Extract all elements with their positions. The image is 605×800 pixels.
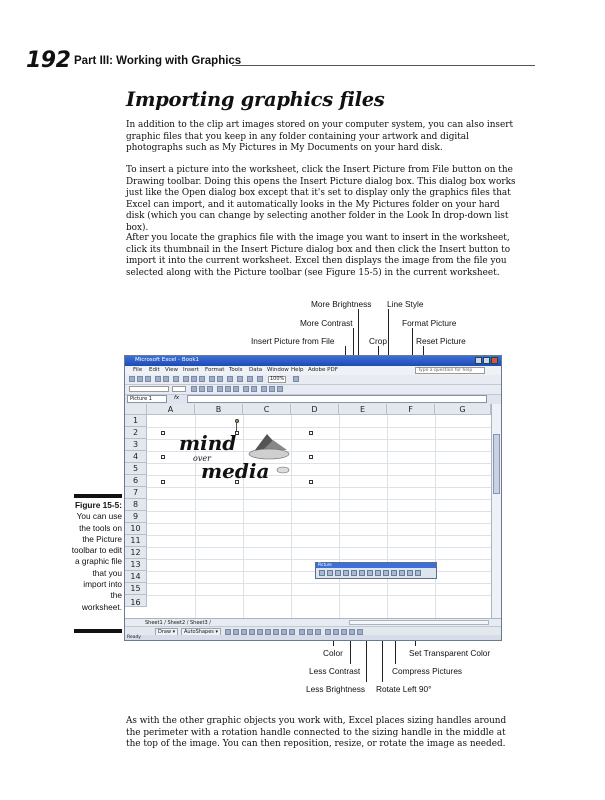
row-header[interactable]: 3	[125, 439, 147, 451]
callout-crop: Crop	[369, 336, 387, 346]
spelling-icon[interactable]	[173, 376, 179, 382]
cloud-shape	[277, 467, 289, 473]
sizing-handle[interactable]	[161, 480, 165, 484]
more-brightness-icon[interactable]	[351, 570, 357, 576]
figure-caption-bar-bottom	[74, 629, 122, 633]
align-center-icon[interactable]	[225, 386, 231, 392]
sheet-tabs[interactable]: Sheet1 / Sheet2 / Sheet3 /	[145, 620, 211, 626]
cloud-shape	[249, 449, 289, 459]
reset-picture-icon[interactable]	[415, 570, 421, 576]
header-rule	[232, 65, 535, 66]
sizing-handle[interactable]	[309, 455, 313, 459]
copy-icon[interactable]	[191, 376, 197, 382]
row-header[interactable]: 15	[125, 583, 147, 595]
row-header[interactable]: 13	[125, 559, 147, 571]
callout-less-brightness: Less Brightness	[306, 684, 366, 694]
underline-icon[interactable]	[207, 386, 213, 392]
column-header[interactable]: D	[291, 404, 339, 415]
logo-word-over: over	[193, 454, 211, 463]
callout-more-contrast: More Contrast	[300, 318, 353, 328]
status-bar: Ready	[125, 635, 501, 641]
menu-format[interactable]: Format	[205, 367, 225, 373]
help-icon[interactable]	[293, 376, 299, 382]
font-select[interactable]	[129, 386, 169, 392]
picture-toolbar-title: Picture	[318, 562, 332, 567]
paragraph-4: As with the other graphic objects you work with, Excel places sizing handles around the perimeter with a rotation handle connected to the sizing handle in the middle at the top of the image. You can then reposition, resize, or rotate the image as needed.	[126, 716, 507, 750]
sort-icon[interactable]	[237, 376, 243, 382]
mind-over-media-logo	[177, 428, 295, 482]
row-header[interactable]: 11	[125, 535, 147, 547]
figure-caption	[70, 500, 122, 613]
chart-wizard-icon[interactable]	[247, 376, 253, 382]
paragraph-2: To insert a picture into the worksheet, click the Insert Picture from File button on the Drawing toolbar. Doing this opens the Insert Picture dialog box. This dialog box works just like the Open dialog box except that it's set to display only the graphics files that Excel can import, and it automatically looks in the My Pictures folder on your hard disk (which you can change by selecting another folder in the Look In drop-down list box).	[126, 165, 516, 233]
figure-number: Figure 15-5:	[74, 500, 122, 510]
paste-icon[interactable]	[199, 376, 205, 382]
picture-toolbar-titlebar	[316, 563, 436, 568]
cut-icon[interactable]	[183, 376, 189, 382]
callout-rotate-left: Rotate Left 90°	[376, 684, 432, 694]
insert-picture-from-file-icon[interactable]	[319, 570, 325, 576]
new-icon[interactable]	[129, 376, 135, 382]
column-header[interactable]: B	[195, 404, 243, 415]
scroll-thumb[interactable]	[493, 434, 500, 494]
sizing-handle[interactable]	[161, 455, 165, 459]
draw-menu-button[interactable]: Draw ▾	[155, 628, 178, 637]
align-right-icon[interactable]	[233, 386, 239, 392]
column-header[interactable]: A	[147, 404, 195, 415]
callout-format-picture: Format Picture	[402, 318, 457, 328]
compress-pictures-icon[interactable]	[391, 570, 397, 576]
currency-icon[interactable]	[243, 386, 249, 392]
drawing-icon[interactable]	[257, 376, 263, 382]
fx-label: fx	[174, 395, 180, 401]
callout-set-transparent-color: Set Transparent Color	[409, 648, 491, 658]
callout-reset-picture: Reset Picture	[416, 336, 466, 346]
close-icon	[491, 357, 498, 364]
horizontal-scrollbar[interactable]	[349, 620, 489, 625]
redo-icon[interactable]	[217, 376, 223, 382]
row-header[interactable]: 2	[125, 427, 147, 439]
maximize-icon	[483, 357, 490, 364]
callout-more-brightness: More Brightness	[311, 299, 372, 309]
excel-window-screenshot	[124, 355, 502, 641]
less-contrast-icon[interactable]	[343, 570, 349, 576]
column-header[interactable]: F	[387, 404, 435, 415]
formula-bar[interactable]	[187, 395, 487, 403]
name-box[interactable]: Picture 1	[127, 395, 167, 403]
standard-toolbar	[125, 375, 501, 385]
sizing-handle[interactable]	[309, 431, 313, 435]
worksheet-grid[interactable]	[125, 404, 491, 618]
save-icon[interactable]	[145, 376, 151, 382]
callout-line-style: Line Style	[387, 299, 424, 309]
help-search-input[interactable]: Type a question for help	[415, 367, 485, 374]
crop-icon[interactable]	[367, 570, 373, 576]
bold-icon[interactable]	[191, 386, 197, 392]
formatting-toolbar	[125, 385, 501, 395]
window-title: Microsoft Excel - Book1	[135, 357, 200, 363]
row-header[interactable]: 8	[125, 499, 147, 511]
sum-icon[interactable]	[227, 376, 233, 382]
menu-bar	[125, 366, 501, 375]
row-header[interactable]: 5	[125, 463, 147, 475]
paragraph-3: After you locate the graphics file with the image you want to insert in the worksheet, click its thumbnail in the Insert Picture dialog box and then click the Insert button to import it into the current worksheet. Excel then displays the image from the file you selected along with the Picture toolbar (see Figure 15-5) in the current worksheet.	[126, 233, 511, 278]
column-header[interactable]: C	[243, 404, 291, 415]
row-header[interactable]: 6	[125, 475, 147, 487]
window-titlebar	[125, 356, 501, 366]
select-all-corner[interactable]	[125, 404, 147, 415]
borders-icon[interactable]	[261, 386, 267, 392]
callout-color: Color	[323, 648, 343, 658]
section-heading: Importing graphics files	[126, 88, 385, 111]
preview-icon[interactable]	[163, 376, 169, 382]
italic-icon[interactable]	[199, 386, 205, 392]
row-header[interactable]: 16	[125, 595, 147, 607]
menu-edit[interactable]: Edit	[149, 367, 160, 373]
row-header[interactable]: 1	[125, 415, 147, 427]
fill-color-icon[interactable]	[269, 386, 275, 392]
minimize-icon	[475, 357, 482, 364]
page-number: 192	[26, 48, 71, 73]
line-style-icon[interactable]	[383, 570, 389, 576]
rotate-left-icon[interactable]	[375, 570, 381, 576]
logo-word-media: media	[201, 459, 270, 482]
autoshapes-menu-button[interactable]: AutoShapes ▾	[181, 628, 221, 637]
more-contrast-icon[interactable]	[335, 570, 341, 576]
format-picture-icon[interactable]	[399, 570, 405, 576]
set-transparent-color-icon[interactable]	[407, 570, 413, 576]
row-header[interactable]: 14	[125, 571, 147, 583]
figure-caption-text: You can use the tools on the Picture toolbar to edit a graphic file that you import into the worksheet.	[71, 511, 122, 612]
row-header[interactable]: 4	[125, 451, 147, 463]
sizing-handle[interactable]	[161, 431, 165, 435]
percent-icon[interactable]	[251, 386, 257, 392]
menu-help[interactable]: Help	[291, 367, 304, 373]
font-size-select[interactable]	[172, 386, 186, 392]
align-left-icon[interactable]	[217, 386, 223, 392]
sizing-handle[interactable]	[309, 480, 313, 484]
callout-compress-pictures: Compress Pictures	[392, 666, 463, 676]
row-header[interactable]: 10	[125, 523, 147, 535]
column-header[interactable]: G	[435, 404, 491, 415]
menu-insert[interactable]: Insert	[183, 367, 199, 373]
column-header[interactable]: E	[339, 404, 387, 415]
font-color-icon[interactable]	[277, 386, 283, 392]
row-header[interactable]: 9	[125, 511, 147, 523]
callout-less-contrast: Less Contrast	[309, 666, 361, 676]
menu-file[interactable]: File	[133, 367, 143, 373]
menu-tools[interactable]: Tools	[229, 367, 243, 373]
callout-insert-picture-from-file: Insert Picture from File	[251, 336, 335, 346]
undo-icon[interactable]	[209, 376, 215, 382]
vertical-scrollbar[interactable]	[491, 404, 501, 618]
menu-view[interactable]: View	[165, 367, 179, 373]
part-title: Part III: Working with Graphics	[74, 55, 242, 67]
paragraph-1: In addition to the clip art images stored on your computer system, you can also insert graphic files that you keep in any folder containing your artwork and digital photographs such as My Pictures in My Documents on your hard disk.	[126, 120, 514, 154]
picture-toolbar[interactable]	[315, 562, 437, 579]
print-icon[interactable]	[155, 376, 161, 382]
logo-word-mind: mind	[179, 431, 237, 455]
menu-adobe-pdf[interactable]: Adobe PDF	[308, 367, 338, 373]
menu-window[interactable]: Window	[267, 367, 289, 373]
row-header[interactable]: 7	[125, 487, 147, 499]
less-brightness-icon[interactable]	[359, 570, 365, 576]
open-icon[interactable]	[137, 376, 143, 382]
figure-caption-bar	[74, 494, 122, 498]
menu-data[interactable]: Data	[249, 367, 263, 373]
row-header[interactable]: 12	[125, 547, 147, 559]
zoom-select[interactable]: 100%	[270, 376, 285, 382]
color-icon[interactable]	[327, 570, 333, 576]
